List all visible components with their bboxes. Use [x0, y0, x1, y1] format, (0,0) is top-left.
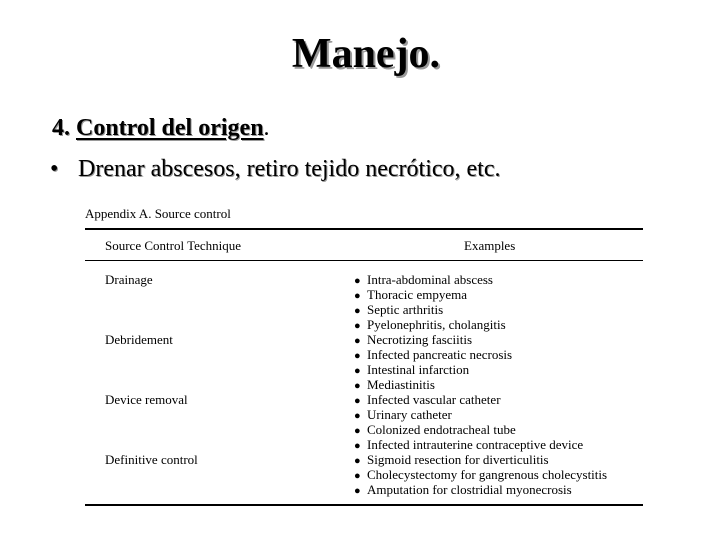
list-item	[354, 302, 607, 317]
technique-drainage: Drainage	[105, 272, 153, 287]
list-item	[354, 377, 607, 392]
bullet-icon: ●	[354, 440, 361, 452]
list-item	[354, 317, 607, 332]
bullet-text: Drenar abscesos, retiro tejido necrótico, etc.	[78, 156, 501, 182]
example-text: Pyelonephritis, cholangitis	[367, 317, 506, 332]
examples-list	[354, 272, 607, 497]
list-item	[354, 272, 607, 287]
example-text: Cholecystectomy for gangrenous cholecystitis	[367, 467, 608, 482]
list-item	[354, 437, 607, 452]
table-rule-bottom	[85, 504, 643, 506]
list-item	[354, 362, 607, 377]
bullet-icon: ●	[354, 485, 361, 497]
technique-device-removal: Device removal	[105, 392, 188, 407]
column-header-technique: Source Control Technique	[105, 238, 242, 253]
table-caption: Appendix A. Source control	[85, 206, 231, 221]
point-heading	[52, 112, 270, 144]
example-text: Mediastinitis	[367, 377, 435, 392]
bullet-icon: ●	[354, 425, 361, 437]
bullet-dot-icon: •	[50, 156, 59, 182]
list-item	[354, 347, 607, 362]
bullet-line	[50, 153, 500, 185]
bullet-icon: ●	[354, 395, 361, 407]
bullet-icon: ●	[354, 335, 361, 347]
bullet-icon: ●	[354, 455, 361, 467]
bullet-icon: ●	[354, 380, 361, 392]
example-text: Infected vascular catheter	[367, 392, 501, 407]
slide-title: Manejo.	[291, 31, 441, 77]
example-text: Septic arthritis	[367, 302, 444, 317]
example-text: Sigmoid resection for diverticulitis	[367, 452, 549, 467]
bullet-icon: ●	[354, 350, 361, 362]
example-text: Infected pancreatic necrosis	[367, 347, 513, 362]
table-rule-middle	[85, 260, 643, 261]
bullet-icon: ●	[354, 320, 361, 332]
example-text: Infected intrauterine contraceptive device	[367, 437, 584, 452]
example-text: Intestinal infarction	[367, 362, 470, 377]
column-header-examples: Examples	[464, 238, 516, 253]
point-heading-text: Control del origen	[76, 115, 264, 141]
example-text: Thoracic empyema	[367, 287, 467, 302]
point-heading-period: .	[263, 115, 270, 141]
list-item	[354, 407, 607, 422]
bullet-icon: ●	[354, 410, 361, 422]
list-item	[354, 422, 607, 437]
bullet-icon: ●	[354, 290, 361, 302]
technique-debridement: Debridement	[105, 332, 173, 347]
table-rule-top	[85, 228, 643, 230]
list-item	[354, 287, 607, 302]
point-number: 4.	[52, 115, 70, 141]
bullet-icon: ●	[354, 470, 361, 482]
example-text: Amputation for clostridial myonecrosis	[367, 482, 572, 497]
list-item	[354, 332, 607, 347]
example-text: Necrotizing fasciitis	[367, 332, 473, 347]
bullet-icon: ●	[354, 275, 361, 287]
example-text: Intra-abdominal abscess	[367, 272, 493, 287]
example-text: Colonized endotracheal tube	[367, 422, 516, 437]
bullet-icon: ●	[354, 305, 361, 317]
list-item	[354, 482, 607, 497]
list-item	[354, 452, 607, 467]
technique-definitive-control: Definitive control	[105, 452, 198, 467]
bullet-icon: ●	[354, 365, 361, 377]
list-item	[354, 467, 607, 482]
list-item	[354, 392, 607, 407]
example-text: Urinary catheter	[367, 407, 452, 422]
